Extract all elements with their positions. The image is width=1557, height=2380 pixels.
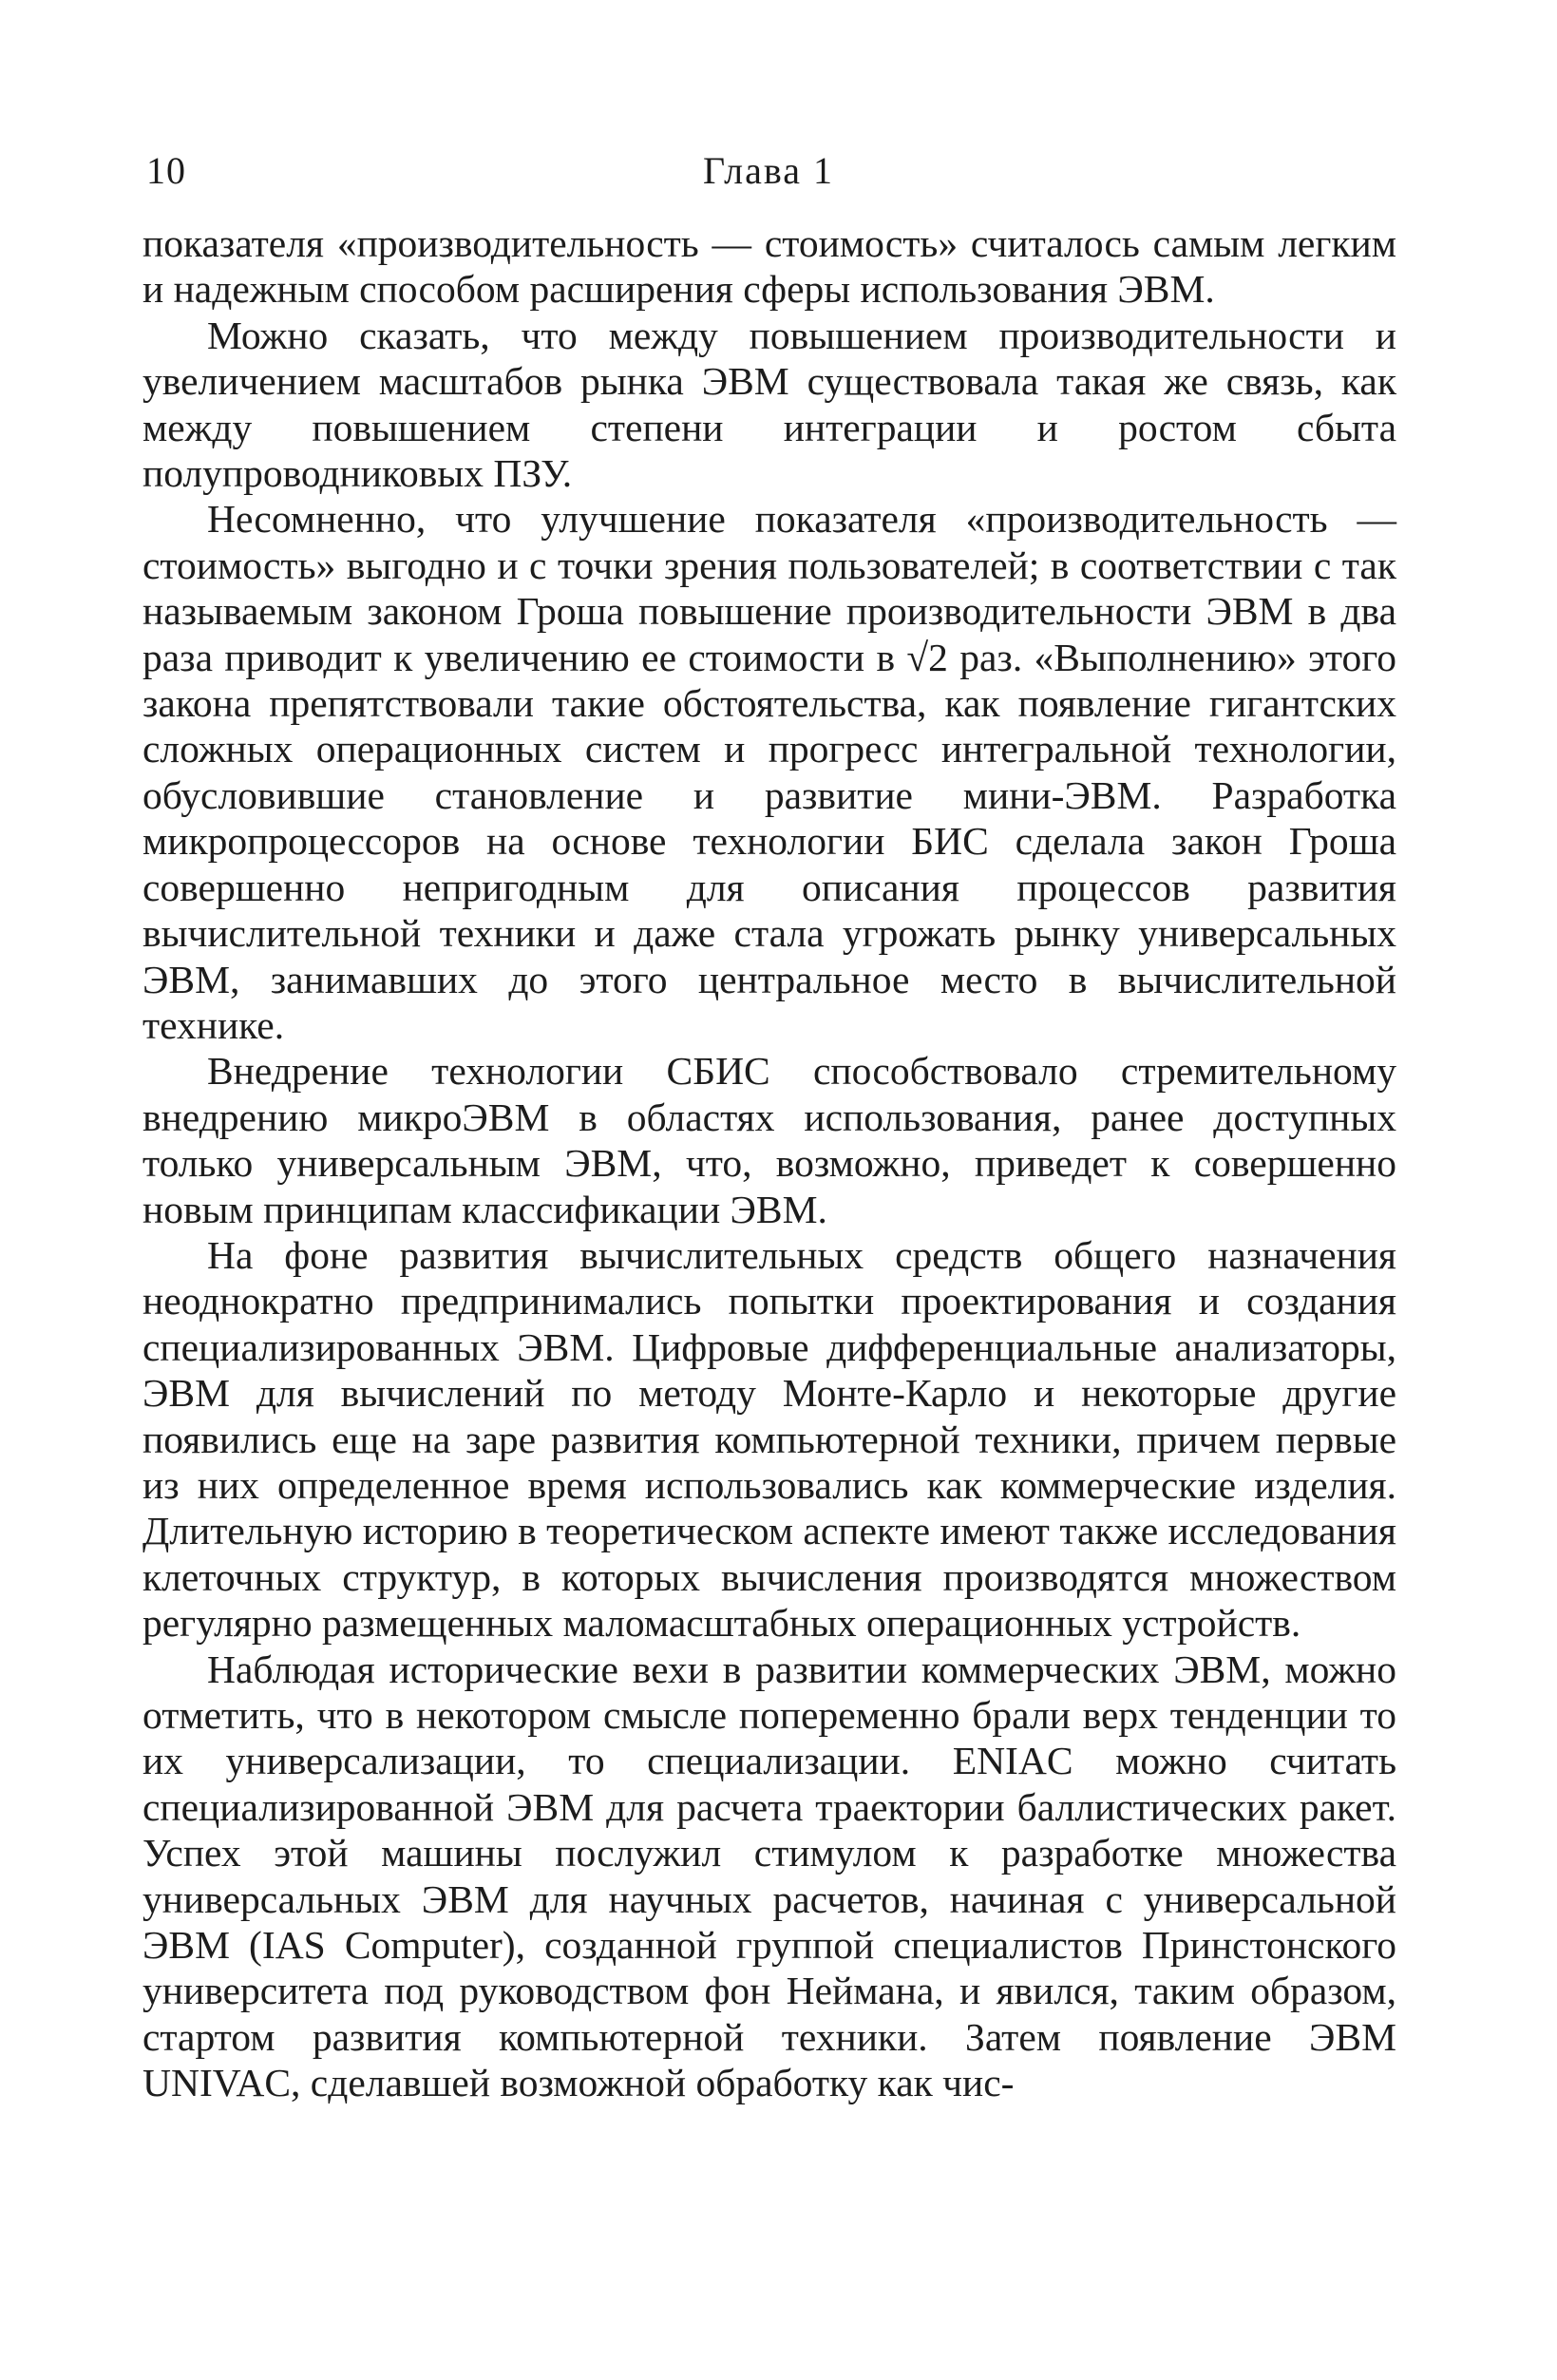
body-text: [142, 220, 1396, 2106]
paragraph: Несомненно, что улучшение показателя «производительность — стоимость» выгодно и с точки зрения пользователей; в соответствии с так называемым законом Гроша повышение производительности ЭВМ в два раза приводит к увеличению ее стоимости в √2 раз. «Выполнению» этого закона препятствовали такие обстоятельства, как появление гигантских сложных операционных систем и прогресс интегральной технологии, обусловившие становление и развитие мини-ЭВМ. Разработка микропроцессоров на основе технологии БИС сделала закон Гроша совершенно непригодным для описания процессов развития вычислительной техники и даже стала угрожать рынку универсальных ЭВМ, занимавших до этого центральное место в вычислительной технике.: [142, 497, 1396, 1047]
paragraph: Можно сказать, что между повышением производительности и увеличением масштабов рынка ЭВМ существовала такая же связь, как между повышением степени интеграции и ростом сбыта полупроводниковых ПЗУ.: [142, 313, 1396, 496]
running-head: [142, 143, 1396, 200]
paragraph: На фоне развития вычислительных средств общего назначения неоднократно предпринимались попытки проектирования и создания специализированных ЭВМ. Цифровые дифференциальные анализаторы, ЭВМ для вычислений по методу Монте-Карло и некоторые другие появились еще на заре развития компьютерной техники, причем первые из них определенное время использовались как коммерческие изделия. Длительную историю в теоретическом аспекте имеют также исследования клеточных структур, в которых вычисления производятся множеством регулярно размещенных маломасштабных операционных устройств.: [142, 1232, 1396, 1646]
paragraph-continued: показателя «производительность — стоимость» считалось самым легким и надежным способом расширения сферы использования ЭВМ.: [142, 221, 1396, 312]
page-number: 10: [146, 149, 186, 192]
book-page: [142, 143, 1396, 2106]
paragraph: Наблюдая исторические вехи в развитии коммерческих ЭВМ, можно отметить, что в некотором смысле попеременно брали верх тенденции то их универсализации, то специализации. ENIAC можно считать специализированной ЭВМ для расчета траектории баллистических ракет. Успех этой машины послужил стимулом к разработке множества универсальных ЭВМ для научных расчетов, начиная с универсальной ЭВМ (IAS Computer), созданной группой специалистов Принстонского университета под руководством фон Неймана, и явился, таким образом, стартом развития компьютерной техники. Затем появление ЭВМ UNIVAC, сделавшей возможной обработку как чис-: [142, 1647, 1396, 2105]
paragraph: Внедрение технологии СБИС способствовало стремительному внедрению микроЭВМ в областях использования, ранее доступных только универсальным ЭВМ, что, возможно, приведет к совершенно новым принципам классификации ЭВМ.: [142, 1049, 1396, 1231]
chapter-title: Глава 1: [703, 149, 834, 192]
